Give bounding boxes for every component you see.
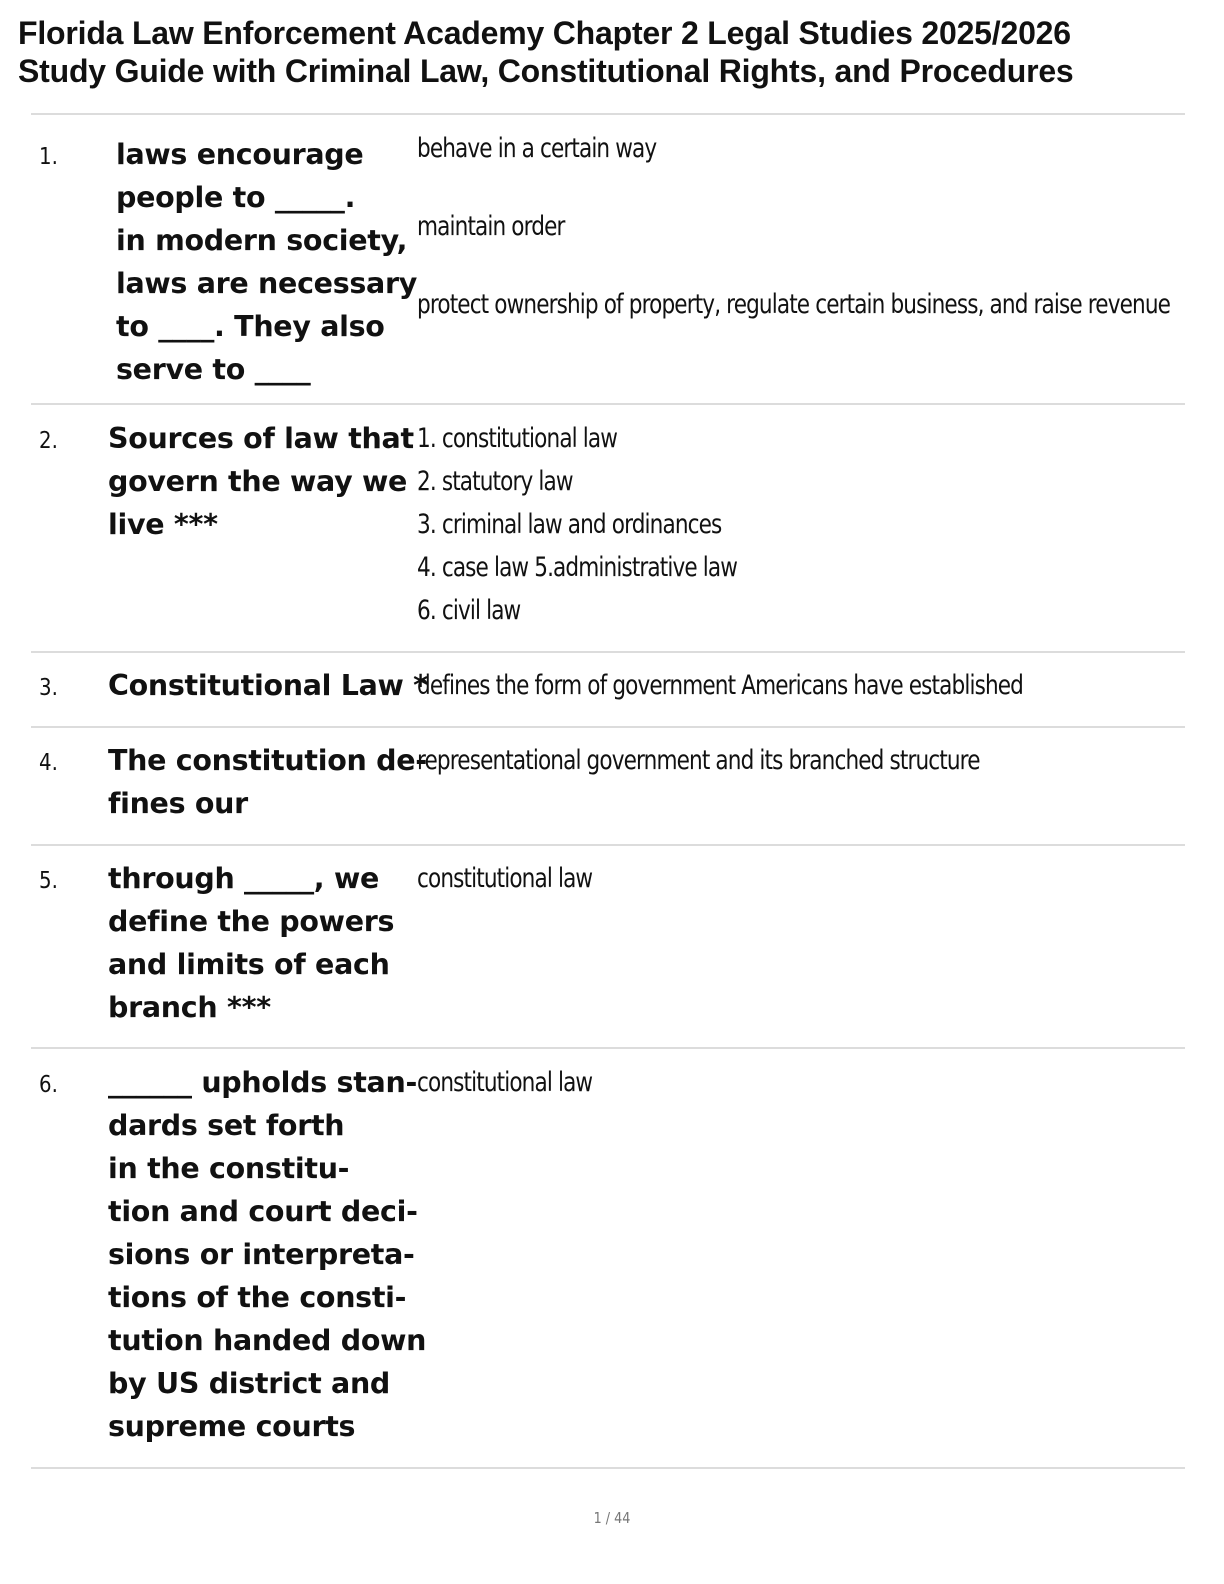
card-definition: representational government and its branched structure (417, 745, 980, 776)
divider (31, 1467, 1185, 1469)
definition-line: 3. criminal law and ordinances (417, 509, 722, 540)
term-line: laws encourage (116, 138, 364, 171)
card-term (108, 857, 394, 1029)
term-line: branch *** (108, 991, 271, 1024)
definition-line: 4. case law 5.administrative law (417, 552, 738, 583)
term-line: dards set forth (108, 1109, 345, 1142)
card-term (108, 664, 428, 707)
term-line: through _____, we (108, 862, 380, 895)
term-line: tution handed down (108, 1324, 427, 1357)
term-line: in the constitu- (108, 1152, 350, 1185)
term-line: live *** (108, 508, 218, 541)
term-line: by US district and (108, 1367, 391, 1400)
page-title-line-1: Florida Law Enforcement Academy Chapter 2 Legal Studies 2025/2026 (18, 15, 1071, 51)
term-line: Sources of law that (108, 422, 414, 455)
definition-line: 1. constitutional law (417, 423, 618, 454)
card-term (108, 417, 414, 546)
term-line: tion and court deci- (108, 1195, 418, 1228)
term-line: serve to ____ (116, 353, 311, 386)
term-line: people to _____. (116, 181, 356, 214)
card-definition: maintain order (417, 211, 565, 242)
term-line: The constitution de- (108, 744, 427, 777)
card-term (108, 1061, 426, 1448)
card-number: 2. (39, 428, 58, 454)
term-line: and limits of each (108, 948, 390, 981)
term-line: tions of the consti- (108, 1281, 407, 1314)
term-line: in modern society, (116, 224, 408, 257)
card-definition: constitutional law (417, 1067, 593, 1098)
card-term (116, 133, 417, 391)
term-line: define the powers (108, 905, 395, 938)
term-line: sions or interpreta- (108, 1238, 415, 1271)
card-number: 6. (39, 1072, 58, 1098)
card-definition: defines the form of government Americans have established (417, 670, 1023, 701)
card-number: 5. (39, 868, 58, 894)
card-number: 3. (39, 675, 58, 701)
divider (31, 726, 1185, 728)
divider (31, 844, 1185, 846)
term-line: fines our (108, 787, 248, 820)
term-line: govern the way we (108, 465, 408, 498)
term-line: laws are necessary (116, 267, 417, 300)
term-line: supreme courts (108, 1410, 356, 1443)
term-line: to ____. They also (116, 310, 385, 343)
term-line: Constitutional Law * (108, 669, 428, 702)
card-definition: constitutional law (417, 863, 593, 894)
card-term (108, 739, 427, 825)
card-definition (417, 417, 737, 632)
card-definition: behave in a certain way (417, 133, 657, 164)
term-line: ______ upholds stan- (108, 1066, 417, 1099)
definition-line: 6. civil law (417, 595, 521, 626)
card-number: 1. (39, 144, 58, 170)
divider (31, 403, 1185, 405)
card-definition: protect ownership of property, regulate certain business, and raise revenue (417, 289, 1171, 320)
page-title-line-2: Study Guide with Criminal Law, Constitutional Rights, and Procedures (18, 53, 1074, 89)
page-title (18, 14, 1208, 90)
definition-line: 2. statutory law (417, 466, 573, 497)
page-indicator: 1 / 44 (593, 1509, 631, 1527)
divider (31, 1047, 1185, 1049)
divider (31, 651, 1185, 653)
card-number: 4. (39, 750, 58, 776)
divider (31, 113, 1185, 115)
